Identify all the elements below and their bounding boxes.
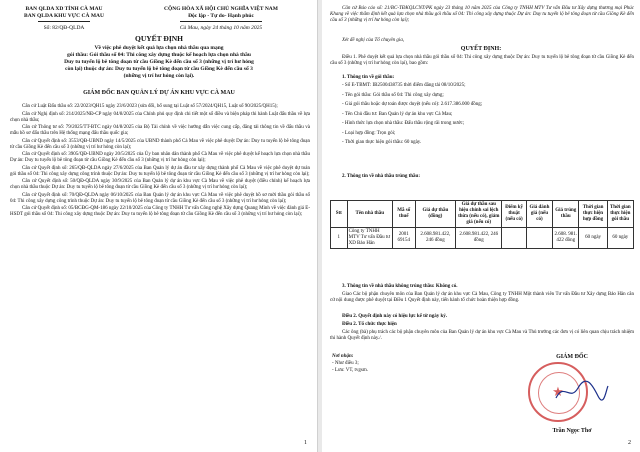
table-row xyxy=(331,228,634,249)
legal-basis-item: Căn cứ Nghị định số: 214/2025/NĐ-CP ngày 04/8/2025 của Chính phủ quy định chi tiết một số điều và biện pháp thi hành Luật đấu thầu về lựa chọn nhà thầu; xyxy=(10,111,310,123)
document-subtitle-1: Về việc phê duyệt kết quả lựa chọn nhà thầu qua mạng xyxy=(94,45,224,51)
cell-package-duration: 60 ngày xyxy=(607,228,633,249)
document-subtitle-3: Duy tu tuyến lộ bê tông đoạn từ cầu Giồng Kè đến cầu số 3 (những vị trí hư hỏng xyxy=(64,59,254,65)
package-info-item: - Tên Chủ đầu tư: Ban Quản lý dự án khu vực Cà Mau; xyxy=(342,111,453,117)
package-info-item: - Tên gói thầu: Gói thầu số 04: Thi công xây dựng; xyxy=(342,92,444,98)
org-name-line1: BAN QLDA XD TỈNH CÀ MAU xyxy=(25,6,103,12)
cell-technical-score xyxy=(502,228,526,249)
winning-bidder-table xyxy=(330,200,634,249)
col-header-evaluated-price: Giá đánh giá (nếu có) xyxy=(526,201,552,228)
package-info-item: - Số E-TBMT: IB2500438735 thời điểm đăng tải 08/10/2025; xyxy=(342,83,466,88)
article-organization-heading: Điều 2. Tổ chức thực hiện xyxy=(342,322,397,327)
cell-evaluated-price xyxy=(526,228,552,249)
legal-basis-item: Căn cứ Luật Đấu thầu số: 22/2023/QH15 ngày 23/6/2023 (sửa đổi, bổ sung tại Luật số 57/2024/QH15, Luật số 90/2025/QH15); xyxy=(22,104,278,109)
package-info-item: - Hình thức lựa chọn nhà thầu: Đấu thầu rộng rãi trong nước; xyxy=(342,121,465,126)
document-subtitle-4: còn lại) thuộc dự án: Duy tu tuyến lộ bê tông đoạn từ cầu Giồng Kè đến cầu số 3 xyxy=(65,66,253,72)
table-header-row xyxy=(331,201,634,228)
cell-stt: 1 xyxy=(331,228,348,249)
cell-winning-price: 2.608. 981. 422 đồng xyxy=(553,228,579,249)
legal-basis-item: Căn cứ Quyết định số: 50/QĐ-QLDA ngày 30/9/2025 của Ban Quản lý dự án khu vực Cà Mau về việc phê duyệt (điều chỉnh) kế hoạch lựa chọn nhà thầu thuộc Dự án: Duy tu tuyến lộ bê tông đoạn từ cầu Giồng Kè đến cầu số 3 (những vị trí hư hỏng còn lại); xyxy=(10,179,310,190)
section-2-title: 2. Thông tin về nhà thầu trúng thầu: xyxy=(342,174,420,179)
document-page-2 xyxy=(322,0,640,452)
org-name-line2: BAN QLDA KHU VỰC CÀ MAU xyxy=(24,13,104,19)
col-header-winning-price: Giá trúng thầu xyxy=(553,201,579,228)
official-seal-icon: ★ xyxy=(528,362,588,422)
page-number: 1 xyxy=(304,440,307,446)
director-heading: GIÁM ĐỐC BAN QUẢN LÝ DỰ ÁN KHU VỰC CÀ MAU xyxy=(83,90,235,96)
package-info-item: - Loại hợp đồng: Trọn gói; xyxy=(342,130,396,136)
article-2: Điều 2. Quyết định này có hiệu lực kể từ ngày ký. xyxy=(342,314,448,319)
recipients-title: Nơi nhận: xyxy=(332,354,354,359)
signer-name: Trần Ngọc Thơ xyxy=(552,428,592,434)
col-header-stt: Stt xyxy=(331,201,348,228)
decision-heading: QUYẾT ĐỊNH: xyxy=(460,46,502,52)
page-number: 2 xyxy=(628,440,631,446)
col-header-package-duration: Thời gian thực hiện gói thầu xyxy=(607,201,633,228)
cell-bid-price: 2.608.981.422, 246 đồng xyxy=(415,228,456,249)
col-header-adjusted-price: Giá dự thầu sau hiệu chỉnh sai lệch thừa (nếu có), giảm giá (nếu có) xyxy=(456,201,502,228)
col-header-bidder-name: Tên nhà thầu xyxy=(347,201,392,228)
legal-basis-item: Căn cứ Quyết định số: 05/BCĐG-QM-186 ngày 22/10/2025 của Công ty TNHH Tư vấn Công nghệ Xây dựng Quang Minh về việc đánh giá E-HSDT gói thầu số 04: Thi công xây dựng thuộc Dự án: Duy tu tuyến lộ bê tông đoạn từ cầu Giồng Kè đến cầu số 3 (những vị trí hư hỏng còn lại); xyxy=(10,206,310,217)
section-3-title: 3. Thông tin về nhà thầu không trúng thầu: Không có. xyxy=(342,284,458,289)
document-title: QUYẾT ĐỊNH xyxy=(135,34,183,43)
org-underline xyxy=(38,21,90,22)
legal-basis-item: Căn cứ Thông tư số: 79/2025/TT-BTC ngày 04/8/2025 của Bộ Tài chính về việc hướng dẫn việc cung cấp, đăng tải thông tin về đấu thầu và mẫu hồ sơ đấu thầu trên Hệ thống mạng đấu thầu quốc gia; xyxy=(10,125,310,136)
col-header-tax-code: Mã số thuế xyxy=(392,201,415,228)
signer-role: GIÁM ĐỐC xyxy=(556,354,588,360)
consideration-line: Xét đề nghị của Tổ chuyên gia, xyxy=(342,38,405,43)
report-basis-paragraph: Căn cứ Báo cáo số: 21/BC-TĐKQLCNT/PK ngày 23 tháng 10 năm 2025 của Công ty TNHH MTV Tư vấn Đầu tư Xây dựng thương mại Phúc Khang về việc thẩm định kết quả lựa chọn nhà thầu gói thầu số 04: Thi công xây dựng thuộc Dự án: Duy tu tuyến lộ bê tông đoạn từ cầu Giồng Kè đến cầu số 3 (những vị trí hư hỏng còn lại); xyxy=(330,6,634,23)
legal-basis-item: Căn cứ Quyết định số: 70/QĐ-QLDA ngày 06/10/2025 của Ban Quản lý dự án khu vực Cà Mau về việc phê duyệt hồ sơ mời thầu gói thầu số 04: Thi công xây dựng công trình thuộc Dự án: Duy tu tuyến lộ bê tông đoạn từ cầu Giồng Kè đến cầu số 3 (những vị trí hư hỏng còn lại); xyxy=(10,192,310,204)
recipient-item: - Như điều 3; xyxy=(332,361,359,366)
cell-tax-code: 2001 69154 xyxy=(392,228,415,249)
cell-contract-duration: 60 ngày xyxy=(579,228,607,249)
document-number: Số: 82/QĐ-QLDA xyxy=(43,25,85,31)
col-header-bid-price: Giá dự thầu (đồng) xyxy=(415,201,456,228)
recipient-item: - Lưu: VT, tvgsm. xyxy=(332,368,368,373)
article-1: Điều 1. Phê duyệt kết quả lựa chọn nhà thầu gói thầu số 04: Thi công xây dựng thuộc Dự án: Duy tu tuyến lộ bê tông đoạn từ cầu Giồng Kè đến cầu số 3 (những vị trí hư hỏng còn lại), bao gồm: xyxy=(330,55,634,66)
motto-underline xyxy=(180,21,262,22)
legal-basis-list xyxy=(10,104,310,220)
section-1-title: 1. Thông tin về gói thầu: xyxy=(342,75,395,80)
document-subtitle-5: (những vị trí hư hỏng còn lại). xyxy=(123,73,195,79)
country-name: CỘNG HÒA XÃ HỘI CHỦ NGHĨA VIỆT NAM xyxy=(164,6,278,12)
document-page-1 xyxy=(0,0,318,452)
package-info-item: - Giá gói thầu hoặc dự toán được duyệt (nếu có): 2.617.386.000 đồng; xyxy=(342,102,483,107)
package-info-item: - Thời gian thực hiện gói thầu: 60 ngày. xyxy=(342,140,422,145)
col-header-technical-score: Điểm kỹ thuật (nếu có) xyxy=(502,201,526,228)
country-motto: Độc lập - Tự do- Hạnh phúc xyxy=(188,13,254,19)
cell-adjusted-price: 2.608.981.422, 246 đồng xyxy=(456,228,502,249)
section-3-paragraph: Giao Các bộ phận chuyên môn của Ban Quản lý dự án khu vực Cà Mau, Công ty TNHH Một thành viên Tư vấn Đầu tư Xây dựng Bảo Hân căn cứ nội dung được phê duyệt tại Điều 1 Quyết định này, tiến hành tổ chức hoàn thiện hợp đồng. xyxy=(330,292,634,303)
cell-bidder-name: Công ty TNHH MTV Tư vấn Đầu tư XD Bảo Hân xyxy=(347,228,392,249)
legal-basis-item: Căn cứ Quyết định số: 3553/QĐ-UBND ngày 14/5/2025 của UBND thành phố Cà Mau về việc phê duyệt Dự án: Duy tu tuyến lộ bê tông đoạn từ cầu Giồng Kè đến cầu số 3 (những vị trí hư hỏng còn lại); xyxy=(10,138,310,150)
legal-basis-item: Căn cứ Quyết định số: 3905/QĐ-UBND ngày 20/5/2025 của Ủy ban nhân dân thành phố Cà Mau về việc phê duyệt kế hoạch lựa chọn nhà thầu Dự án: Duy tu tuyến lộ bê tông đoạn từ cầu Giồng Kè đến cầu số 3 (những vị trí hư hỏng còn lại); xyxy=(10,152,310,163)
document-subtitle-2: gói thầu: Gói thầu số 04: Thi công xây dựng thuộc kế hoạch lựa chọn nhà thầu xyxy=(67,52,251,58)
article-3-paragraph: Các ông (bà) phụ trách các bộ phận chuyên môn của Ban Quản lý dự án khu vực Cà Mau và Thủ trưởng các đơn vị có liên quan chịu trách nhiệm thi hành Quyết định này./. xyxy=(330,330,634,341)
col-header-contract-duration: Thời gian thực hiện hợp đồng xyxy=(579,201,607,228)
legal-basis-item: Căn cứ Quyết định số: 265/QĐ-QLDA ngày 27/6/2025 của Ban Quản lý dự án đầu tư xây dựng thành phố Cà Mau về việc phê duyệt dự toán gói thầu số 04: Thi công xây dựng công trình thuộc Dự án: Duy tu tuyến lộ bê tông đoạn từ cầu Giồng Kè đến cầu số 3 (những vị trí hư hỏng còn lại); xyxy=(10,165,310,177)
signature-icon xyxy=(554,380,610,404)
package-info-list xyxy=(342,83,632,150)
place-date: Cà Mau, ngày 24 tháng 10 năm 2025 xyxy=(179,25,263,31)
